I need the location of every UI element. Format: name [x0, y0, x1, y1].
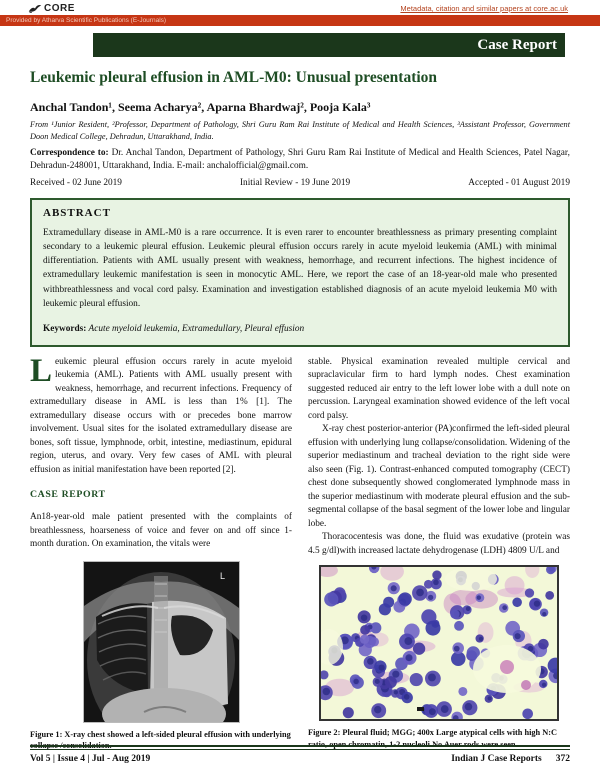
case-report-heading: CASE REPORT	[30, 489, 106, 501]
abstract-heading: ABSTRACT	[43, 207, 111, 220]
footer-issue: Vol 5 | Issue 4 | Jul - Aug 2019	[30, 754, 151, 764]
initial-review-date: Initial Review - 19 June 2019	[239, 178, 351, 189]
footer-rule	[30, 745, 570, 750]
figure-1	[83, 561, 240, 723]
core-logo-label: CORE	[44, 3, 75, 14]
chest-xray-image	[83, 561, 240, 723]
accepted-date: Accepted - 01 August 2019	[468, 178, 570, 189]
drop-cap: L	[30, 352, 53, 389]
intro-text: eukemic pleural effusion occurs rarely in acute myeloid leukemia (AML). Patients with AML usually present with weakness, hemorrhage, and recurrent infections. Frequency of extramedullary disease in AML is less than 1% [1]. The extramedullary disease occurs with or precedes bone marrow involvement. Usual sites for the isolated extramedullary disease are bones, soft tissue, lymphnode, orbit, intestine, mediastinum, epidural region, uterus, and ovary. Very few cases of AML with pleural effusion as initial manifestation have been reported [2].	[30, 356, 292, 475]
case-report-banner	[93, 33, 565, 57]
figure-1-caption: Figure 1: X-ray chest showed a left-sided pleural effusion with underlying collapse /consolidation.	[30, 729, 291, 751]
right-column	[308, 356, 570, 752]
figure-2-caption: Figure 2: Pleural fluid; MGG; 400x Large atypical cells with high N:C ratio, open chromatin, 1-2 nucleoli.No Auer rods were seen.	[308, 727, 557, 749]
core-metadata-link[interactable]: Metadata, citation and similar papers at core.ac.uk	[400, 4, 568, 13]
correspondence-label: Correspondence to:	[30, 148, 109, 159]
left-column	[30, 352, 292, 752]
core-header	[28, 2, 568, 15]
case-report-banner-label: Case Report	[477, 36, 557, 53]
correspondence-line	[30, 147, 570, 173]
abstract-text: Extramedullary disease in AML-M0 is a rare occurrence. It is even rarer to encounter breathlessness as primary presenting complaint secondary to a leukemic pleural effusion. Leukemic pleural effusion occurs rarely in acute myeloid leukemia (AML) with minimal differentiation. Patients with AML usually present with weakness, hemorrhage, and recurrent infections. The highest incidence of extramedullary leukemic manifestation is seen in monocytic AML. Here, we report the case of an 18-year-old male who presented withbreathlessness and vocal cord palsy. Examination and investigation established diagnosis of an acute myeloid leukemia M0 with leukemic pleural effusion.	[43, 228, 557, 309]
provided-by-strip	[0, 15, 600, 26]
core-logo[interactable]	[28, 3, 75, 14]
correspondence-text: Dr. Anchal Tandon, Department of Pathology, Shri Guru Ram Rai Institute of Medical and Health Sciences, Patel Nagar, Dehradun-248001, Uttarakhand, India. E-mail: anchalofficial@gmail.com.	[30, 148, 570, 172]
page-title: Leukemic pleural effusion in AML-M0: Unusual presentation	[30, 69, 438, 86]
page-footer	[30, 745, 570, 764]
pleural-fluid-micrograph	[319, 565, 559, 721]
footer-journal: Indian J Case Reports	[451, 754, 542, 764]
bird-icon	[28, 3, 42, 14]
intro-paragraph	[30, 352, 292, 477]
dates-row	[30, 178, 570, 188]
article-content	[30, 63, 570, 752]
case-paragraph: An18-year-old male patient presented with the complaints of breathlessness, hoarseness of voice and fever on and off since 1-month duration. On examination, the vitals were	[30, 512, 292, 550]
col2-paragraph-1: stable. Physical examination revealed multiple cervical and supraclavicular firm to hard lymph nodes. Chest examination suggested reduced air entry to the left lower lobe with a dull note on percussion. Laryngeal examination showed evidence of the left vocal cord palsy.	[308, 356, 570, 421]
col2-paragraph-3: Thoracocentesis was done, the fluid was exudative (protein was 4.5 g/dl)with increased lactate dehydrogenase (LDH) 4809 U/L and	[308, 532, 570, 556]
abstract-box	[30, 198, 570, 347]
authors-line: Anchal Tandon¹, Seema Acharya², Aparna Bhardwaj², Pooja Kala³	[30, 100, 371, 114]
affiliation-line: From ¹Junior Resident, ²Professor, Department of Pathology, Shri Guru Ram Rai Institute of Medical and Health Sciences, ³Assistant Professor, Government Doon Medical College, Dehradun, Uttarakhand, India.	[30, 120, 570, 142]
xray-side-marker: L	[219, 570, 225, 581]
footer-page-number: 372	[555, 754, 570, 764]
figure-2	[319, 565, 559, 721]
keywords-label: Keywords:	[43, 323, 87, 334]
provided-by-label: Provided by Atharva Scientific Publications (E-Journals)	[6, 17, 167, 24]
body-columns	[30, 352, 570, 752]
keywords-line	[43, 322, 557, 336]
col2-paragraph-2: X-ray chest posterior-anterior (PA)confirmed the left-sided pleural effusion with underlying lung collapse/consolidation. Widening of the superior mediastinum and tracheal deviation to the right side were also seen (Fig. 1). Contrast-enhanced computed tomography (CECT) chest done subsequently showed conglomerated lymphnode mass in the superior mediastinum with moderate pleural effusion and the sub-segmental collapse of the basal segment of the lower lobe and lingular lobe.	[308, 424, 570, 529]
keywords-text: Acute myeloid leukemia, Extramedullary, Pleural effusion	[86, 323, 305, 334]
received-date: Received - 02 June 2019	[30, 178, 122, 189]
